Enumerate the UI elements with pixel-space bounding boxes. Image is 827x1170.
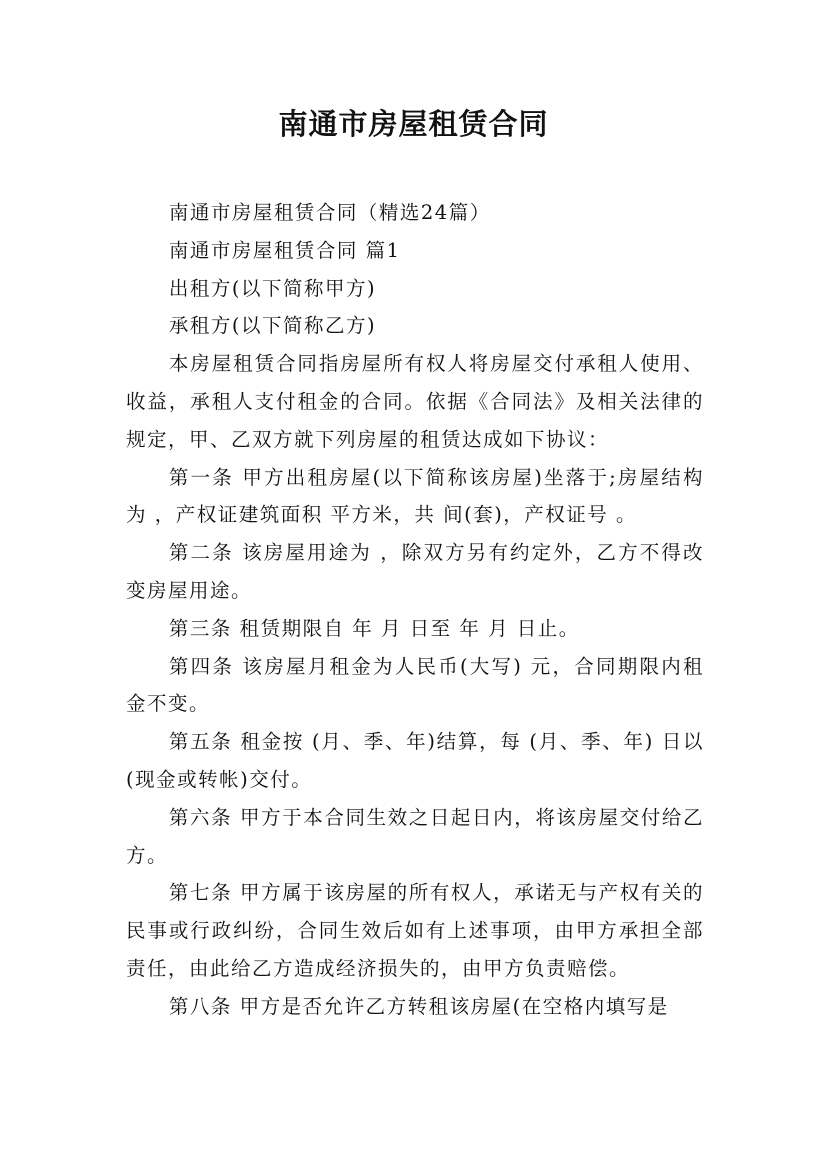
paragraph-lessor: 出租方(以下简称甲方) [168,276,377,300]
document-title: 南通市房屋租赁合同 [278,107,549,141]
paragraph-subtitle: 南通市房屋租赁合同（精选24篇） [168,201,491,224]
paragraph-section-heading: 南通市房屋租赁合同 篇1 [168,238,401,262]
paragraph-article-7: 第七条 甲方属于该房屋的所有权人，承诺无与产权有关的民事或行政纠纷，合同生效后如有上述事项，由甲方承担全部责任，由此给乙方造成经济损失的，由甲方负责赔偿。 [126,881,704,980]
document-body [126,194,704,1026]
paragraph-article-8: 第八条 甲方是否允许乙方转租该房屋(在空格内填写是 [168,994,669,1018]
paragraph-intro: 本房屋租赁合同指房屋所有权人将房屋交付承租人使用、收益，承租人支付租金的合同。依据《合同法》及相关法律的规定，甲、乙双方就下列房屋的租赁达成如下协议： [126,352,704,451]
paragraph-article-4: 第四条 该房屋月租金为人民币(大写) 元，合同期限内租金不变。 [126,654,704,716]
paragraph-article-3: 第三条 租赁期限自 年 月 日至 年 月 日止。 [168,616,580,640]
paragraph-article-6: 第六条 甲方于本合同生效之日起日内，将该房屋交付给乙方。 [126,805,704,867]
paragraph-article-1: 第一条 甲方出租房屋(以下简称该房屋)坐落于;房屋结构为 ，产权证建筑面积 平方米，共 间(套)，产权证号 。 [126,465,704,527]
paragraph-article-5: 第五条 租金按 (月、季、年)结算，每 (月、季、年) 日以 (现金或转帐)交付。 [126,730,704,791]
paragraph-lessee: 承租方(以下简称乙方) [168,314,377,338]
paragraph-article-2: 第二条 该房屋用途为 ，除双方另有约定外，乙方不得改变房屋用途。 [126,541,704,602]
